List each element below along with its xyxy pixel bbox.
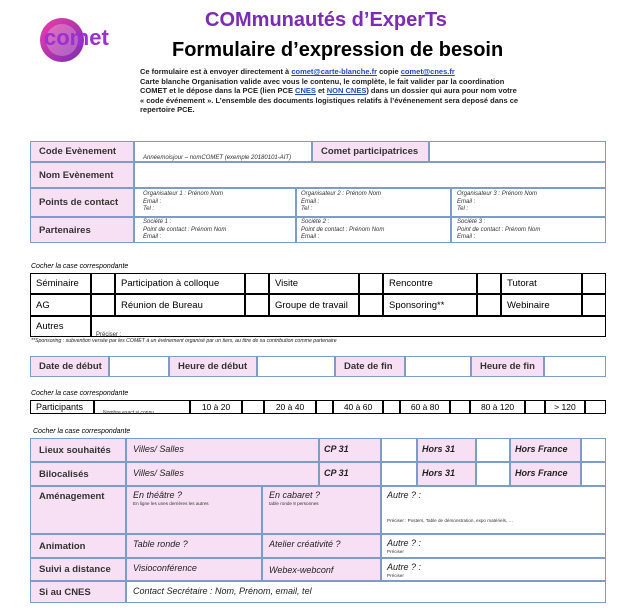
intro-text <box>140 67 610 115</box>
participants-section-heading: Cocher la case correspondante <box>31 390 129 397</box>
org2-tel: Tel : <box>301 206 313 212</box>
lieux-hors31[interactable] <box>417 438 476 462</box>
type-reunion-checkbox[interactable] <box>245 294 269 316</box>
amenagement-autre[interactable] <box>381 486 606 534</box>
lieux-cp31-label: CP 31 <box>324 444 349 454</box>
lieux-horsfrance-field[interactable] <box>581 438 606 462</box>
animation-autre-hint: Préciser <box>387 549 404 554</box>
animation-autre[interactable] <box>381 534 606 558</box>
type-section-heading: Cocher la case correspondante <box>31 263 129 270</box>
participants-label: Participants <box>30 400 94 414</box>
partners-label: Partenaires <box>30 217 134 243</box>
type-groupe-travail-checkbox[interactable] <box>359 294 383 316</box>
range-40-60: 40 à 60 <box>333 400 383 414</box>
type-groupe-travail: Groupe de travail <box>269 294 359 316</box>
logo-text: comet <box>44 25 109 50</box>
start-time-label: Heure de début <box>169 356 257 377</box>
animation-autre-label: Autre ? : <box>387 538 422 548</box>
intro-line2: Carte blanche Organisation valide avec vous le contenu, le complète, le fait valider par la coordination <box>140 76 505 86</box>
type-ag: AG <box>30 294 91 316</box>
visio-label: Visioconférence <box>133 563 197 573</box>
range-80-120: 80 à 120 <box>470 400 525 414</box>
org2-name: Organisateur 2 : Prénom Nom <box>301 191 382 197</box>
range-20-40: 20 à 40 <box>264 400 316 414</box>
range-10-20: 10 à 20 <box>190 400 242 414</box>
animation-label: Animation <box>30 534 126 558</box>
type-seminaire-checkbox[interactable] <box>91 273 115 294</box>
comet-logo <box>38 16 124 64</box>
bilo-label: Bilocalisés <box>30 462 126 486</box>
suivi-visio[interactable] <box>126 558 262 581</box>
soc2-name: Société 2 : <box>301 219 330 225</box>
soc3-poc: Point de contact : Prénom Nom <box>457 226 541 233</box>
contact-org3[interactable] <box>451 188 606 217</box>
code-event-hint: Annéemoisjour – nomCOMET (exemple 20180101-AIT) <box>143 155 292 161</box>
range-120-plus: > 120 <box>545 400 585 414</box>
contact-org1[interactable] <box>134 188 296 217</box>
lieux-horsfrance-label: Hors France <box>515 444 568 454</box>
range-60-80: 60 à 80 <box>400 400 450 414</box>
bilo-villes-label: Villes/ Salles <box>133 468 184 478</box>
type-sponsoring: Sponsoring** <box>383 294 477 316</box>
theatre-hint: En ligne les unes derrières les autres <box>133 501 209 506</box>
suivi-autre-label: Autre ? : <box>387 562 422 572</box>
animation-table-ronde[interactable] <box>126 534 262 558</box>
bilo-horsfrance-field[interactable] <box>581 462 606 486</box>
event-name-field[interactable] <box>134 162 606 188</box>
soc3-name: Société 3 : <box>457 219 486 225</box>
suivi-label: Suivi a distance <box>30 558 126 581</box>
type-colloque: Participation à colloque <box>115 273 245 294</box>
bilo-hors31-label: Hors 31 <box>422 468 456 478</box>
type-rencontre-checkbox[interactable] <box>477 273 501 294</box>
amenagement-autre-hint: Préciser : Posters, Table de démonstration, expo matériels, … <box>387 518 514 523</box>
soc1-name: Société 1 : <box>143 219 172 225</box>
lieux-horsfrance[interactable] <box>510 438 581 462</box>
intro-copie: copie <box>376 67 401 76</box>
contacts-label: Points de contact <box>30 188 134 217</box>
comet-participants-field[interactable] <box>429 141 606 162</box>
type-tutorat-checkbox[interactable] <box>582 273 606 294</box>
bilo-villes[interactable] <box>126 462 319 486</box>
type-sponsoring-checkbox[interactable] <box>477 294 501 316</box>
partner-soc3[interactable] <box>451 217 606 243</box>
suivi-autre-hint: Préciser <box>387 573 404 578</box>
logistics-section-heading: Cocher la case correspondante <box>33 428 131 435</box>
type-autres-field[interactable] <box>91 316 606 337</box>
soc2-email: Email : <box>301 234 320 240</box>
webex-label: Webex-webconf <box>269 565 334 575</box>
type-seminaire: Séminaire <box>30 273 91 294</box>
intro-line1: Ce formulaire est à envoyer directement à <box>140 67 292 76</box>
type-rencontre: Rencontre <box>383 273 477 294</box>
animation-atelier[interactable] <box>262 534 381 558</box>
bilo-hors31-field[interactable] <box>476 462 510 486</box>
suivi-webex[interactable] <box>262 558 381 581</box>
sponsoring-footnote: **Sponsoring : subvention versée par les COMET à un événement organisé par un tiers, au titre de sa contribution comme partenaire <box>31 338 337 344</box>
range-10-20-checkbox[interactable] <box>242 400 264 414</box>
comet-participants-label: Comet participatrices <box>312 141 429 162</box>
page-subtitle: Formulaire d’expression de besoin <box>172 39 504 61</box>
intro-line3-end: ) dans un dossier qui aura pour nom votre <box>366 86 517 95</box>
end-time-field[interactable] <box>544 356 606 377</box>
type-autres: Autres <box>30 316 91 337</box>
participants-hint: Nombre exact si connu <box>103 410 155 416</box>
soc2-poc: Point de contact : Prénom Nom <box>301 226 385 233</box>
type-webinaire: Webinaire <box>501 294 582 316</box>
type-ag-checkbox[interactable] <box>91 294 115 316</box>
bilo-cp31-label: CP 31 <box>324 468 349 478</box>
partner-soc1[interactable] <box>134 217 296 243</box>
email-link-cnes[interactable]: comet@cnes.fr <box>400 67 455 76</box>
lieux-villes-label: Villes/ Salles <box>133 444 184 454</box>
org1-name: Organisateur 1 : Prénom Nom <box>143 191 224 197</box>
type-reunion: Réunion de Bureau <box>115 294 245 316</box>
intro-line3: COMET et le dépose dans la PCE (lien PCE <box>140 86 296 95</box>
amenagement-cabaret[interactable] <box>262 486 381 534</box>
contact-org2[interactable] <box>296 188 451 217</box>
code-event-label: Code Evènement <box>30 141 134 162</box>
atelier-label: Atelier créativité ? <box>269 539 341 549</box>
amenagement-label <box>30 486 126 534</box>
org3-email: Email : <box>457 198 476 205</box>
bilo-cp31[interactable] <box>319 462 381 486</box>
lieux-cp31[interactable] <box>319 438 381 462</box>
soc1-poc: Point de contact : Prénom Nom <box>143 226 227 233</box>
range-80-120-checkbox[interactable] <box>525 400 545 414</box>
amenagement-autre-label: Autre ? : <box>387 490 422 500</box>
end-date-field[interactable] <box>405 356 471 377</box>
range-20-40-checkbox[interactable] <box>316 400 333 414</box>
org1-email: Email : <box>143 198 162 205</box>
code-event-field[interactable] <box>134 141 312 162</box>
participants-exact-field[interactable] <box>94 400 190 414</box>
page-title: COMmunautés d’ExperTs <box>205 9 447 31</box>
bilo-cp31-field[interactable] <box>381 462 417 486</box>
type-visite-checkbox[interactable] <box>359 273 383 294</box>
cabaret-hint: table ronde 8 personnes <box>269 501 319 506</box>
intro-and: et <box>315 86 327 95</box>
intro-line5: repertoire PCE. <box>140 105 195 114</box>
pce-cnes-link[interactable]: CNES <box>295 86 316 95</box>
type-autres-hint: Préciser : <box>96 332 122 338</box>
pce-noncnes-link[interactable]: NON CNES <box>326 86 367 95</box>
cnes-label: Si au CNES <box>30 581 126 603</box>
lieux-label: Lieux souhaités <box>30 438 126 462</box>
type-tutorat: Tutorat <box>501 273 582 294</box>
lieux-villes[interactable] <box>126 438 319 462</box>
amenagement-theatre[interactable] <box>126 486 262 534</box>
theatre-label: En théâtre ? <box>133 490 183 500</box>
end-date-label: Date de fin <box>335 356 405 377</box>
org2-email: Email : <box>301 198 320 205</box>
end-time-label: Heure de fin <box>471 356 544 377</box>
table-ronde-label: Table ronde ? <box>133 539 188 549</box>
range-120-plus-checkbox[interactable] <box>585 400 606 414</box>
bilo-horsfrance-label: Hors France <box>515 468 568 478</box>
range-60-80-checkbox[interactable] <box>450 400 470 414</box>
cabaret-label: En cabaret ? <box>269 490 321 500</box>
start-date-label: Date de début <box>30 356 109 377</box>
soc3-email: Email : <box>457 234 476 240</box>
suivi-autre[interactable] <box>381 558 606 581</box>
soc1-email: Email : <box>143 234 162 240</box>
intro-line4: « code événement ». L’ensemble des documents logistiques relatifs à l’événenement sera deposé dans ce <box>140 95 519 105</box>
start-time-field[interactable] <box>257 356 335 377</box>
lieux-hors31-label: Hors 31 <box>422 444 456 454</box>
range-40-60-checkbox[interactable] <box>383 400 400 414</box>
org3-tel: Tel : <box>457 206 469 212</box>
org3-name: Organisateur 3 : Prénom Nom <box>457 191 538 197</box>
type-colloque-checkbox[interactable] <box>245 273 269 294</box>
lieux-cp31-field[interactable] <box>381 438 417 462</box>
bilo-horsfrance[interactable] <box>510 462 581 486</box>
start-date-field[interactable] <box>109 356 169 377</box>
event-name-label: Nom Evènement <box>30 162 134 188</box>
cnes-contact-label: Contact Secrétaire : Nom, Prénom, email, tel <box>133 586 312 596</box>
bilo-hors31[interactable] <box>417 462 476 486</box>
email-link-carte-blanche[interactable]: comet@carte-blanche.fr <box>291 67 377 76</box>
amenagement-label-text: Aménagement <box>39 491 105 502</box>
type-webinaire-checkbox[interactable] <box>582 294 606 316</box>
lieux-hors31-field[interactable] <box>476 438 510 462</box>
org1-tel: Tel : <box>143 206 155 212</box>
type-visite: Visite <box>269 273 359 294</box>
cnes-contact-field[interactable] <box>126 581 606 603</box>
partner-soc2[interactable] <box>296 217 451 243</box>
